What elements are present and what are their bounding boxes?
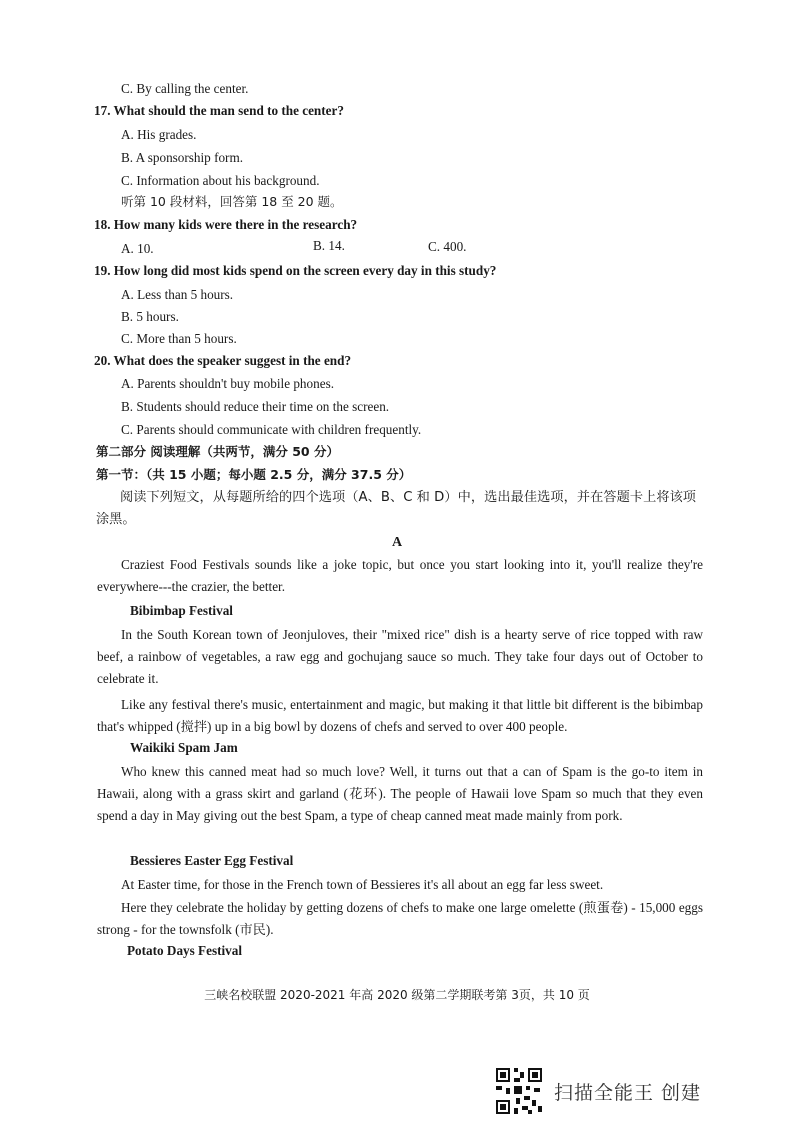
passage-label: A <box>391 535 403 550</box>
paragraph-bibimbap-1 <box>97 624 703 690</box>
reading-instruction <box>96 487 696 531</box>
q19-option-c: C. More than 5 hours. <box>121 331 237 346</box>
scanner-watermark <box>494 1066 701 1116</box>
page-footer: 三峡名校联盟 2020-2021 年高 2020 级第二学期联考第 3页，共 10 页 <box>204 988 590 1002</box>
part2-heading: 第二部分 阅读理解（共两节，满分 50 分） <box>96 444 339 459</box>
paragraph-spam <box>97 761 703 827</box>
q17-option-c: C. Information about his background. <box>121 173 320 188</box>
q16-option-c: C. By calling the center. <box>121 81 249 96</box>
q18-option-b: B. 14. <box>313 238 345 253</box>
q20-stem: 20. What does the speaker suggest in the end? <box>94 353 352 368</box>
qr-code-icon <box>494 1066 544 1116</box>
paragraph-easter-2 <box>97 897 703 941</box>
q20-option-b: B. Students should reduce their time on the screen. <box>121 399 390 414</box>
heading-easter-egg: Bessieres Easter Egg Festival <box>130 853 294 868</box>
q20-option-c: C. Parents should communicate with children frequently. <box>121 422 422 437</box>
reading-instruction-text: 阅读下列短文，从每题所给的四个选项（A、B、C 和 D）中，选出最佳选项，并在答题卡上将该项涂黑。 <box>96 490 696 527</box>
paragraph-bibimbap-1-text: In the South Korean town of Jeonjuloves, their "mixed rice" dish is a hearty serve of rice topped with raw beef, a rainbow of vegetables, a raw egg and gochujang sauce so much. They take four days out of October to celebrate it. <box>97 627 703 686</box>
q17-option-a: A. His grades. <box>121 127 197 142</box>
passage-intro-text: Craziest Food Festivals sounds like a joke topic, but once you start looking into it, you'll realize they're everywhere---the crazier, the better. <box>97 557 703 594</box>
paragraph-easter-2-text: Here they celebrate the holiday by getting dozens of chefs to make one large omelette (煎蛋卷) - 15,000 eggs strong - for the townsfolk (市民). <box>97 900 703 937</box>
heading-potato-days: Potato Days Festival <box>127 943 243 958</box>
watermark-text: 扫描全能王 创建 <box>554 1081 702 1104</box>
q19-option-b: B. 5 hours. <box>121 309 179 324</box>
passage-intro <box>97 554 703 598</box>
q20-option-a: A. Parents shouldn't buy mobile phones. <box>121 376 334 391</box>
paragraph-spam-text: Who knew this canned meat had so much love? Well, it turns out that a can of Spam is the go-to item in Hawaii, along with a grass skirt and garland (花环). The people of Hawaii love Spam so much that they even spend a day in May giving out the best Spam, a type of cheap canned meat made mainly from pork. <box>97 764 703 823</box>
q19-option-a: A. Less than 5 hours. <box>121 287 234 302</box>
q19-stem: 19. How long did most kids spend on the screen every day in this study? <box>94 263 497 278</box>
section1-heading: 第一节：（共 15 小题；每小题 2.5 分，满分 37.5 分） <box>96 467 412 482</box>
q18-option-c: C. 400. <box>428 239 467 254</box>
q17-stem: 17. What should the man send to the center? <box>94 103 344 118</box>
q17-option-b: B. A sponsorship form. <box>121 150 243 165</box>
paragraph-bibimbap-2 <box>97 694 703 738</box>
heading-bibimbap: Bibimbap Festival <box>130 603 233 618</box>
q18-option-a: A. 10. <box>121 241 154 256</box>
q18-stem: 18. How many kids were there in the research? <box>94 217 358 232</box>
paragraph-easter-1-text: At Easter time, for those in the French town of Bessieres it's all about an egg far less sweet. <box>121 877 604 892</box>
instruction-material-10: 听第 10 段材料，回答第 18 至 20 题。 <box>121 194 343 209</box>
paragraph-bibimbap-2-text: Like any festival there's music, entertainment and magic, but making it that little bit different is the bibimbap that's whipped (搅拌) up in a big bowl by dozens of chefs and served to over 400 people. <box>97 697 703 734</box>
paragraph-easter-1 <box>97 874 703 896</box>
heading-spam-jam: Waikiki Spam Jam <box>130 740 238 755</box>
